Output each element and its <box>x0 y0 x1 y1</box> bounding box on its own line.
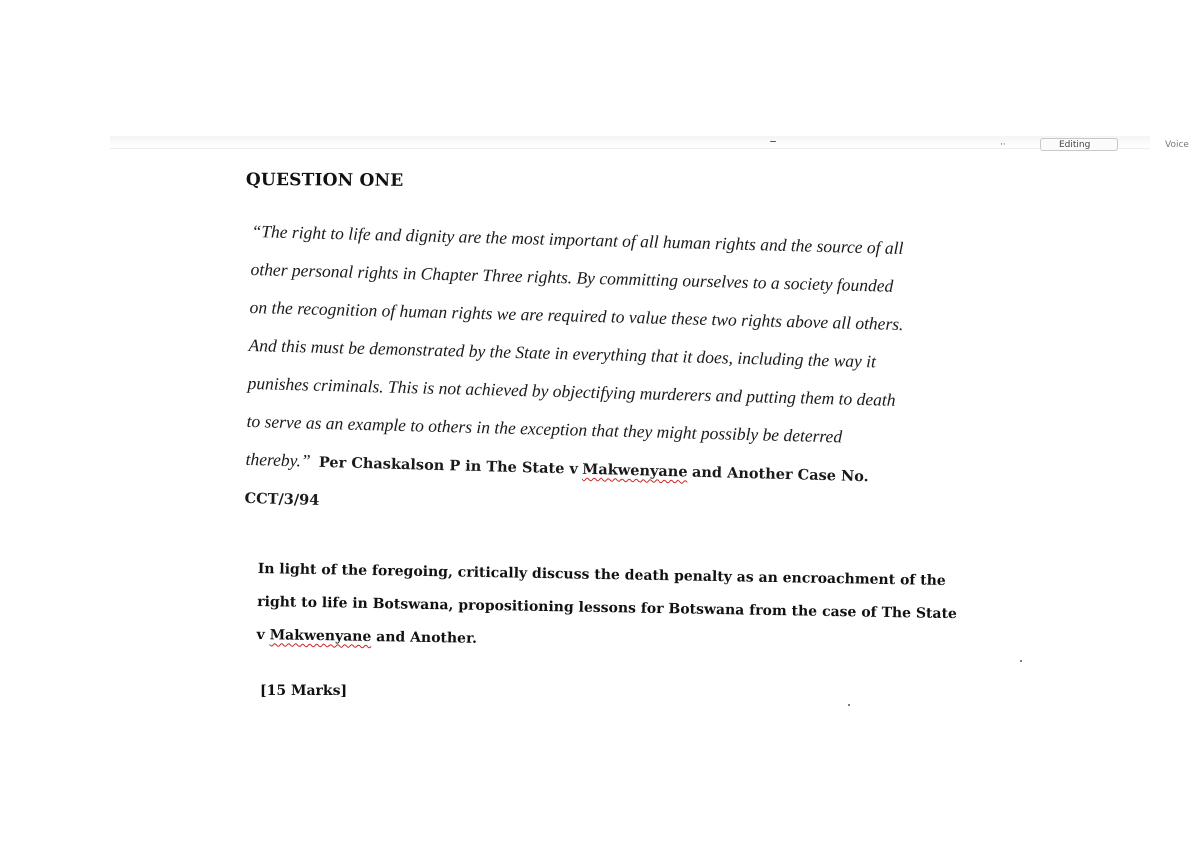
quote-line: “The right to life and dignity are the most important of all human rights and the source of all <box>251 220 904 259</box>
task-line-suffix: and Another. <box>376 629 478 647</box>
task-line: In light of the foregoing, critically discuss the death penalty as an encroachment of the <box>257 560 946 590</box>
marks-label: [15 Marks] <box>260 683 348 699</box>
citation-suffix: and Another Case No. <box>691 463 869 486</box>
voice-button[interactable]: Voice <box>1165 140 1189 150</box>
quote-line: on the recognition of human rights we are required to value these two rights above all others. <box>249 296 904 335</box>
quote-block <box>244 216 1072 541</box>
scan-speck <box>1020 660 1022 662</box>
toolbar-strip <box>110 136 1150 149</box>
quote-line: And this must be demonstrated by the State in everything that it does, including the way it <box>248 334 877 372</box>
quote-end: thereby.” <box>245 448 311 471</box>
task-line-prefix: v <box>256 626 265 644</box>
citation-prefix: Per Chaskalson P in The State v <box>318 453 579 478</box>
toolbar-icon[interactable]: ·· <box>1000 140 1006 150</box>
case-name: Makwenyane <box>582 460 688 481</box>
quote-line: punishes criminals. This is not achieved by objectifying murderers and putting them to death <box>247 372 896 410</box>
editing-mode-button[interactable]: Editing <box>1040 138 1118 151</box>
task-block <box>256 556 1058 669</box>
question-heading: QUESTION ONE <box>245 170 404 191</box>
case-number: CCT/3/94 <box>244 489 320 509</box>
scan-speck <box>848 704 850 706</box>
quote-line: other personal rights in Chapter Three rights. By committing ourselves to a society founded <box>250 258 894 296</box>
task-line: right to life in Botswana, propositioning lessons for Botswana from the case of The State <box>257 593 958 623</box>
case-name: Makwenyane <box>269 627 372 645</box>
scan-speck <box>770 141 776 142</box>
quote-line: to serve as an example to others in the exception that they might possibly be deterred <box>246 410 843 447</box>
